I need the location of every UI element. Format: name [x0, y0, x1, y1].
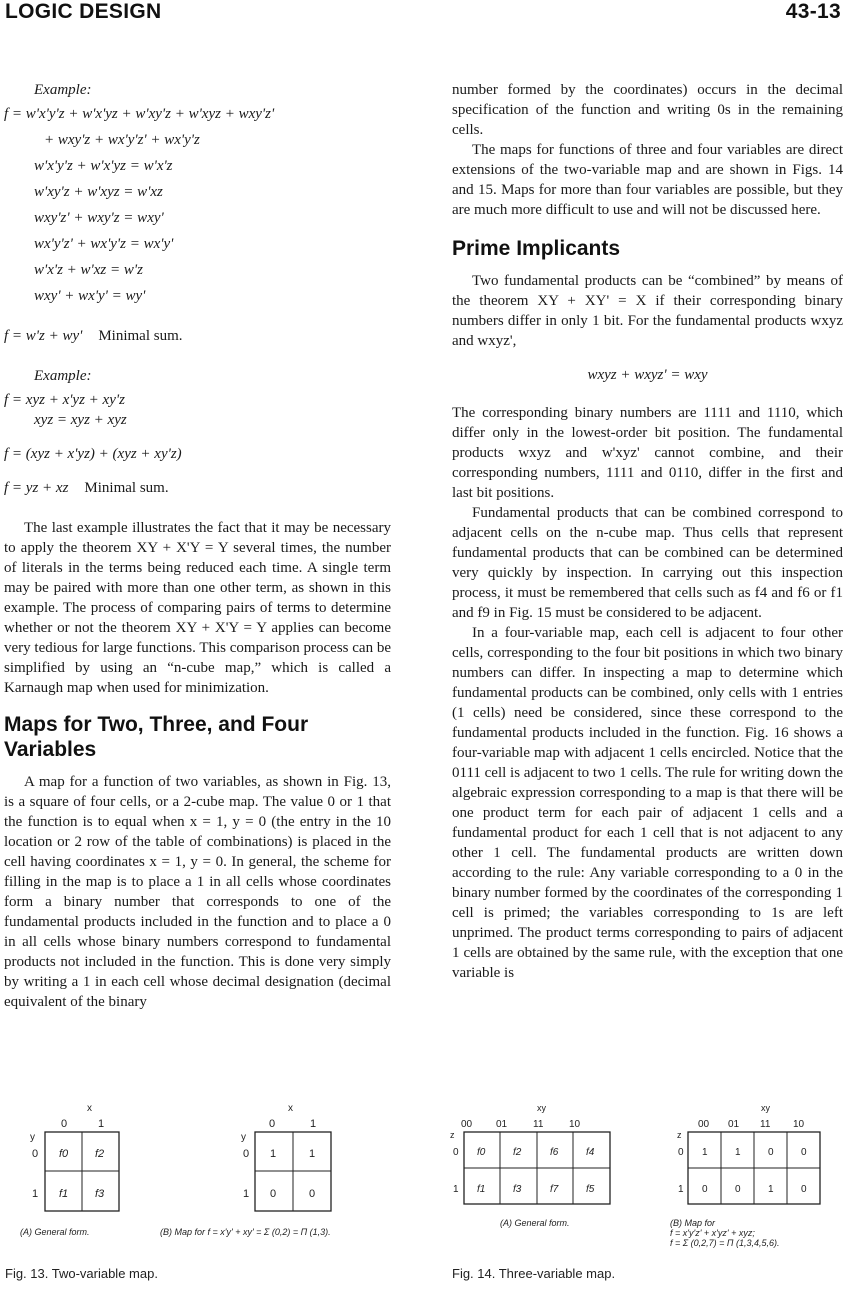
map-cell: f5 [586, 1184, 595, 1195]
minimal-sum-note: Minimal sum. [84, 480, 169, 496]
subfigure-caption: f = Σ (0,2,7) = Π (1,3,4,5,6). [670, 1238, 780, 1248]
centered-equation: wxyz + wxyz' = wxy [587, 367, 708, 383]
row-coordinate: 1 [678, 1184, 684, 1195]
row-coordinate: 0 [453, 1147, 459, 1158]
map-cell: 0 [309, 1188, 316, 1200]
body-paragraph: Fundamental products that can be combined correspond to adjacent cells on the n-cube map. Thus cells that represent fundamental products that can be combined can be determined very quickly by inspection. In carrying out this inspection process, it must be remembered that cells such as f4 and f6 or f1 and f9 in Fig. 15 must be considered to be adjacent. [452, 505, 843, 621]
fig13b-map [241, 1103, 331, 1211]
map-cell: f3 [95, 1188, 105, 1200]
example-heading: Example: [34, 368, 92, 384]
map-cell: 0 [801, 1147, 807, 1158]
column-coordinate: 0 [61, 1118, 68, 1130]
column-coordinate: 1 [310, 1118, 317, 1130]
fig14a-map [450, 1103, 610, 1204]
map-cell: 0 [768, 1147, 774, 1158]
right-column [452, 80, 843, 983]
column-variable-label: xy [761, 1103, 770, 1113]
equation-line: + wxy'z + wx'y'z' + wx'y'z [44, 132, 200, 148]
map-cell: f0 [477, 1147, 486, 1158]
body-paragraph: In a four-variable map, each cell is adjacent to four other cells, corresponding to the four bit positions in which two binary numbers can differ. In inspecting a map to determine which fundamental products can be combined, only cells with 1 entries (1 cells) need be considered, since these correspond to the fundamental products included in the function. Fig. 16 shows a four-variable map with adjacent 1 cells encircled. Notice that the 0111 cell is adjacent to two 1 cells. The rule for writing down the algebraic expression corresponding to a map is that there will be one product term for each pair of adjacent 1 cells and a fundamental product for each 1 cell that is not adjacent to any other 1 cell. The fundamental products are written down according to the rule: Any variable corresponding to a 0 in the binary number formed by the coordinates of the corresponding 1 cell is primed; the variables corresponding to 1s are left unprimed. The product terms corresponding to pairs of adjacent 1 cells are obtained by the same rule, with the exception that one variable is [452, 625, 844, 981]
map-cell: 0 [735, 1184, 741, 1195]
row-coordinate: 0 [32, 1148, 39, 1160]
map-cell: 1 [270, 1148, 277, 1160]
column-coordinate: 10 [569, 1119, 581, 1130]
page-number: 43-13 [785, 0, 841, 23]
equation-result: f = w'z + wy' [4, 328, 83, 344]
equation-line: w'xy'z + w'xyz = w'xz [34, 184, 163, 200]
figure-13 [0, 1100, 420, 1290]
subfigure-caption: (B) Map for [670, 1218, 716, 1228]
column-variable-label: xy [537, 1103, 546, 1113]
figure-caption: Fig. 13. Two-variable map. [5, 1266, 158, 1281]
subfigure-caption: f = x'y'z' + x'yz' + xyz; [670, 1228, 755, 1238]
equation-line: xyz = xyz + xyz [34, 412, 127, 428]
map-cell: f4 [586, 1147, 595, 1158]
example-heading: Example: [34, 82, 92, 98]
map-cell: f3 [513, 1184, 522, 1195]
subfigure-caption: (A) General form. [20, 1227, 90, 1237]
row-variable-label: z [677, 1130, 682, 1140]
row-coordinate: 1 [243, 1188, 250, 1200]
map-cell: 1 [768, 1184, 774, 1195]
body-paragraph: number formed by the coordinates) occurs in the decimal specification of the function and writing 0s in the remaining cells. [452, 82, 843, 138]
map-cell: 0 [801, 1184, 807, 1195]
row-coordinate: 0 [678, 1147, 684, 1158]
map-cell: 1 [735, 1147, 741, 1158]
subfigure-caption: (A) General form. [500, 1218, 570, 1228]
row-variable-label: y [30, 1132, 35, 1143]
map-cell: f1 [59, 1188, 69, 1200]
column-coordinate: 00 [698, 1119, 710, 1130]
map-cell: f0 [59, 1148, 69, 1160]
map-cell: f7 [550, 1184, 559, 1195]
running-header-title: LOGIC DESIGN [5, 0, 162, 23]
map-cell: f2 [95, 1148, 105, 1160]
column-variable-label: x [288, 1103, 293, 1114]
body-paragraph: The last example illustrates the fact that it may be necessary to apply the theorem XY + X'Y = Y several times, the number of literals in the terms being reduced each time. A single term may be paired with more than one other term, as shown in this example. The process of comparing pairs of terms to determine whether or not the theorem XY + X'Y = Y applies can become very tedious for large functions. This comparison process can be simplified by using an “n-cube map,” which is called a Karnaugh map when used for minimization. [4, 520, 391, 696]
fig13a-map [30, 1103, 119, 1211]
column-coordinate: 11 [533, 1119, 544, 1130]
equation-result: f = yz + xz [4, 480, 69, 496]
fig14b-map [677, 1103, 820, 1204]
left-column [4, 80, 391, 1012]
map-cell: 0 [270, 1188, 277, 1200]
map-cell: f2 [513, 1147, 522, 1158]
body-paragraph: The corresponding binary numbers are 1111 and 1110, which differ only in the lowest-order bit position. The fundamental products wxyz and w'xyz' cannot combine, and their corresponding numbers, 1111 and 0110, differ in the first and last bit positions. [452, 405, 843, 501]
figure-14 [440, 1100, 847, 1290]
subfigure-caption: (B) Map for f = x'y' + xy' = Σ (0,2) = Π (1,3). [160, 1227, 331, 1237]
equation-line: wx'y'z' + wx'y'z = wx'y' [34, 236, 174, 252]
section-heading: Maps for Two, Three, and Four Variables [4, 713, 309, 761]
map-cell: f6 [550, 1147, 559, 1158]
row-coordinate: 0 [243, 1148, 250, 1160]
equation-line: w'x'y'z + w'x'yz = w'x'z [34, 158, 173, 174]
equation-line: f = (xyz + x'yz) + (xyz + xy'z) [4, 446, 182, 462]
minimal-sum-line [4, 326, 391, 346]
body-paragraph: Two fundamental products can be “combined” by means of the theorem XY + XY' = X if their corresponding binary numbers differ in only 1 bit. For the fundamental products wxyz and wxyz', [452, 273, 843, 349]
map-cell: 1 [309, 1148, 316, 1160]
equation-line: f = w'x'y'z + w'x'yz + w'xy'z + w'xyz + wxy'z' [4, 106, 275, 122]
map-cell: 1 [702, 1147, 708, 1158]
row-variable-label: y [241, 1132, 246, 1143]
column-coordinate: 01 [496, 1119, 508, 1130]
body-paragraph: The maps for functions of three and four variables are direct extensions of the two-variable map and are shown in Figs. 14 and 15. Maps for more than four variables are possible, but they are much more difficult to use and will not be discussed here. [452, 142, 843, 218]
column-coordinate: 0 [269, 1118, 276, 1130]
equation-line: w'x'z + w'xz = w'z [34, 262, 143, 278]
minimal-sum-line [4, 478, 391, 498]
equation-line: f = xyz + x'yz + xy'z [4, 392, 125, 408]
row-coordinate: 1 [32, 1188, 39, 1200]
section-heading: Prime Implicants [452, 237, 621, 260]
body-paragraph: A map for a function of two variables, as shown in Fig. 13, is a square of four cells, or a 2-cube map. The value 0 or 1 that the function is to equal when x = 1, y = 0 (the entry in the 10 location or 2 row of the table of combinations) is placed in the cell having coordinates x = 1, y = 0. In general, the scheme for filling in the map is to place a 1 in all cells whose coordinates form a binary number that corresponds to one of the fundamental products included in the function and to place a 0 in all cells whose binary numbers correspond to fundamental products not included in the function. This is done very simply by writing a 1 in each cell whose decimal designation (decimal equivalent of the binary [4, 774, 391, 1010]
map-cell: f1 [477, 1184, 486, 1195]
map-cell: 0 [702, 1184, 708, 1195]
figure-caption: Fig. 14. Three-variable map. [452, 1266, 616, 1281]
column-coordinate: 10 [793, 1119, 805, 1130]
column-coordinate: 01 [728, 1119, 740, 1130]
column-variable-label: x [87, 1103, 92, 1114]
column-coordinate: 00 [461, 1119, 473, 1130]
row-coordinate: 1 [453, 1184, 459, 1195]
column-coordinate: 11 [760, 1119, 771, 1130]
row-variable-label: z [450, 1130, 455, 1140]
equation-line: wxy' + wx'y' = wy' [34, 288, 146, 304]
minimal-sum-note: Minimal sum. [98, 328, 183, 344]
column-coordinate: 1 [98, 1118, 105, 1130]
equation-line: wxy'z' + wxy'z = wxy' [34, 210, 164, 226]
